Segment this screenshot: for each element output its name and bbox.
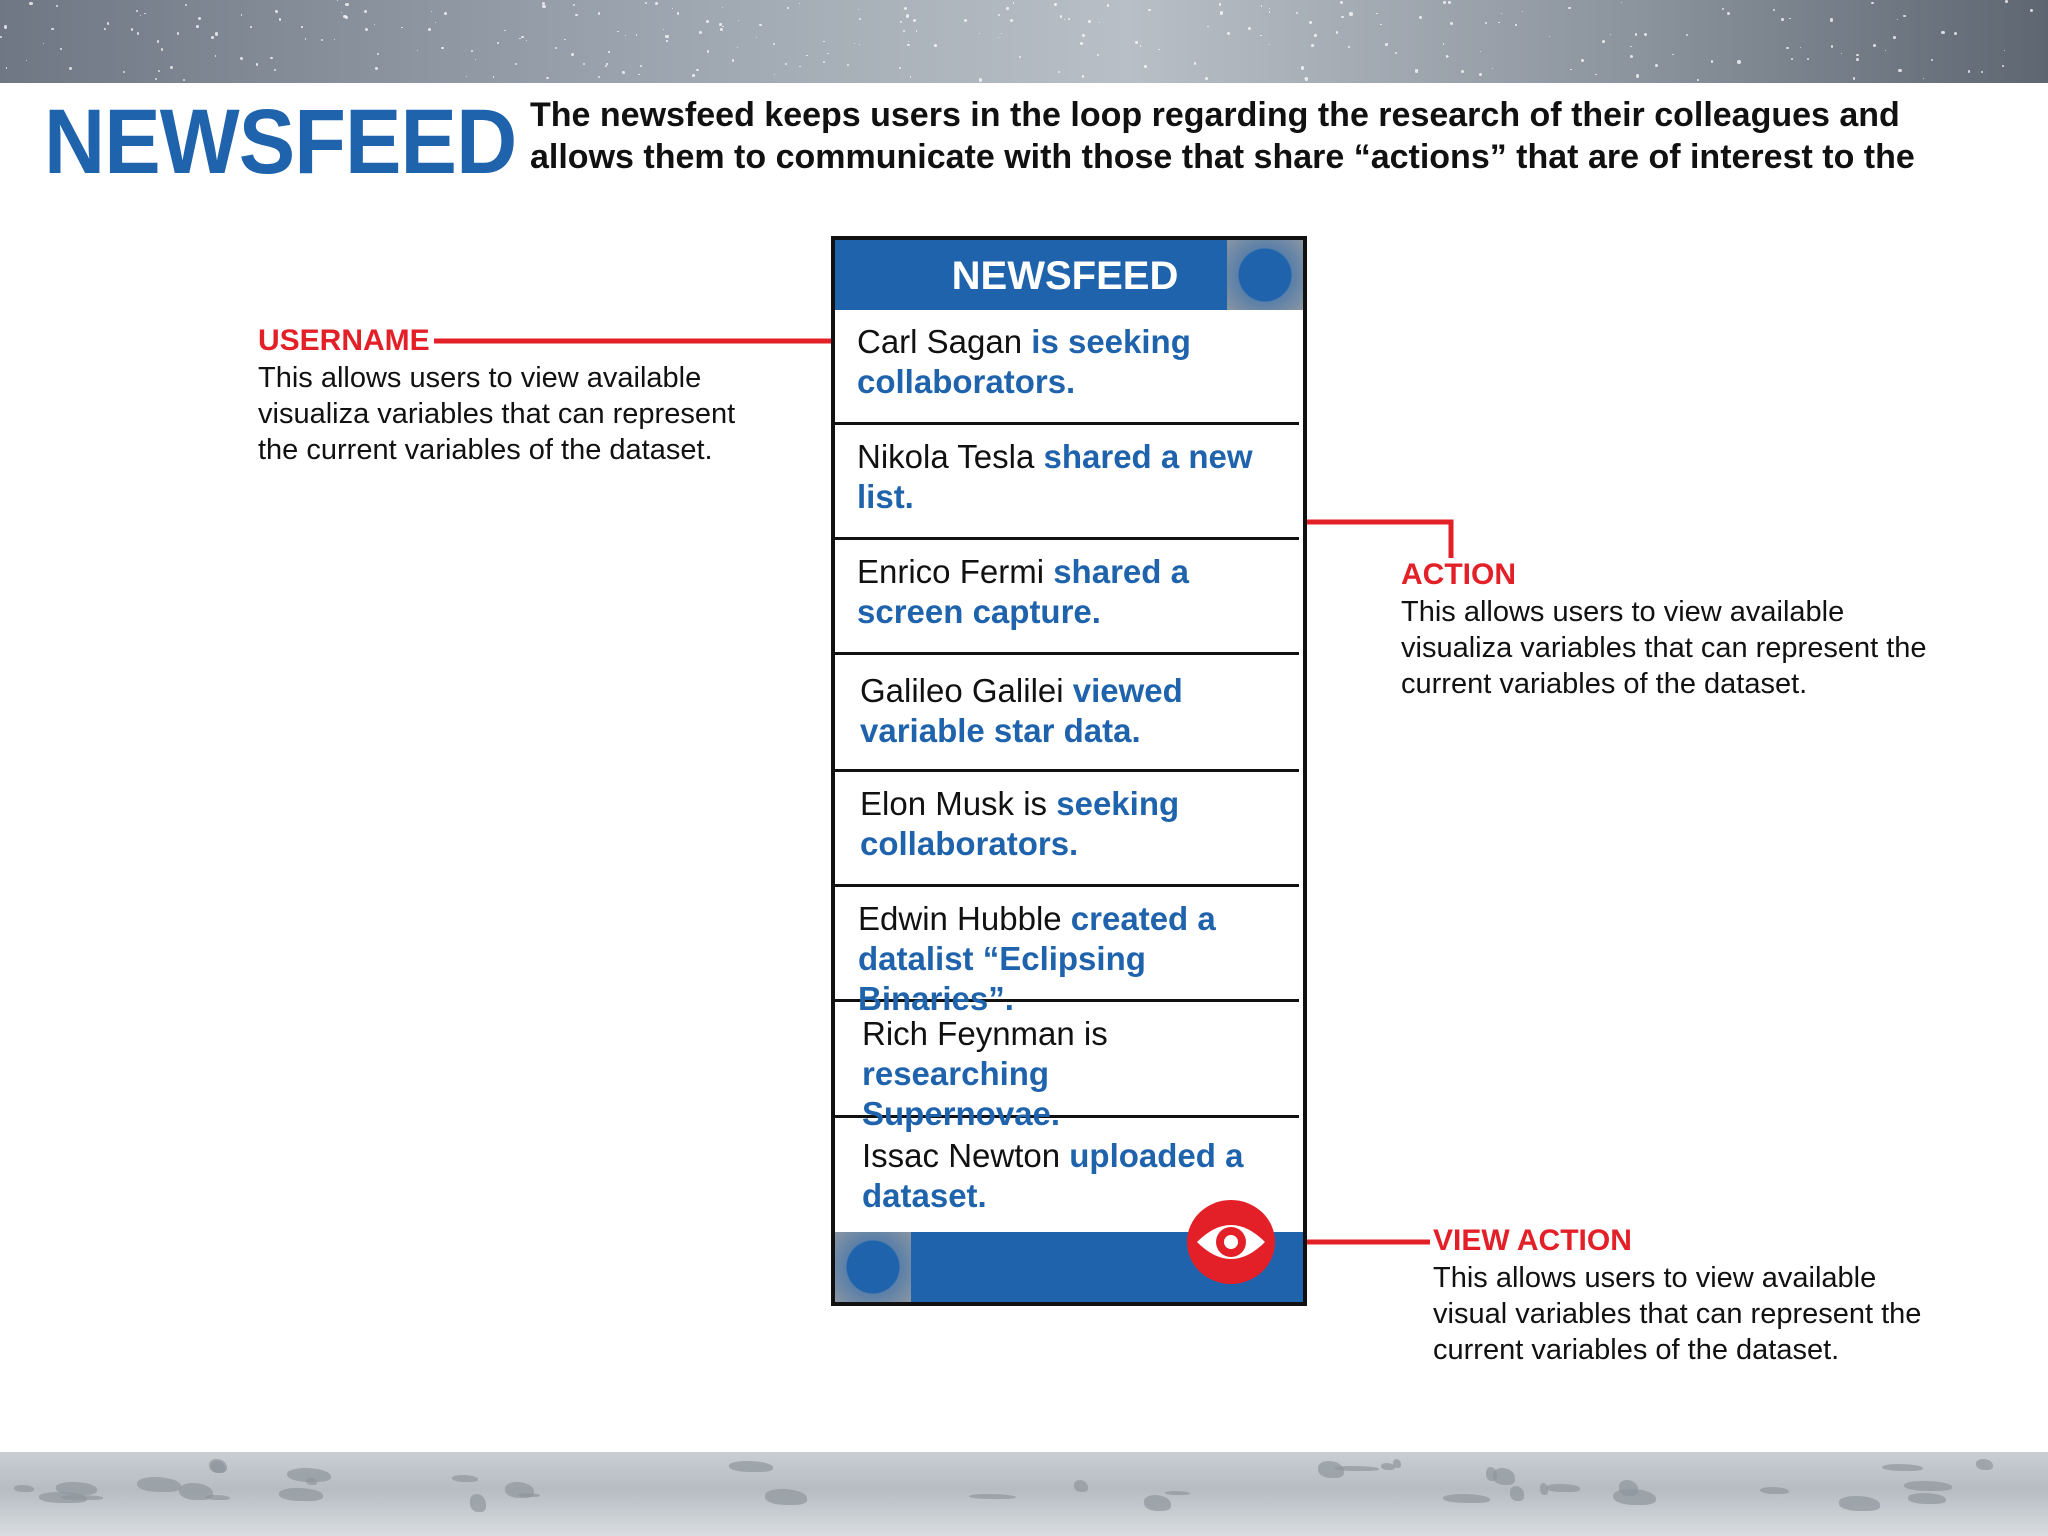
feed-username[interactable]: Galileo Galilei	[860, 672, 1064, 709]
feed-item[interactable]	[835, 540, 1299, 655]
feed-action[interactable]: uploaded a dataset.	[862, 1137, 1244, 1214]
feed-item[interactable]	[835, 772, 1299, 887]
feed-action[interactable]: researching Supernovae.	[862, 1055, 1061, 1132]
feed-username[interactable]: Rich Feynman is	[862, 1015, 1108, 1052]
intro-line: The newsfeed keeps users in the loop regarding the research of their colleagues and	[530, 96, 1900, 134]
feed-action[interactable]: is seeking collaborators.	[857, 323, 1191, 400]
feed-username[interactable]: Carl Sagan	[857, 323, 1023, 360]
feed-username[interactable]: Nikola Tesla	[857, 438, 1035, 475]
username-description: This allows users to view available visualiza variables that can represent the current variables of the dataset.	[258, 362, 736, 466]
feed-action[interactable]: shared a new list.	[857, 438, 1253, 515]
feed-username[interactable]: Elon Musk is	[860, 785, 1048, 822]
menu-button[interactable]	[1227, 240, 1303, 310]
phone-header-title: NEWSFEED	[951, 254, 1179, 298]
nav-button[interactable]	[835, 1232, 911, 1302]
feed-action[interactable]: created a datalist “Eclipsing Binaries”.	[858, 900, 1216, 1017]
feed-item[interactable]	[835, 887, 1299, 1017]
feed-action[interactable]: viewed variable star data.	[860, 672, 1183, 749]
view-action-button[interactable]	[1187, 1200, 1275, 1284]
feed-item[interactable]	[835, 1002, 1299, 1132]
action-description: This allows users to view available visualiza variables that can represent the current variables of the dataset.	[1401, 596, 1927, 700]
newsfeed-phone	[831, 236, 1307, 1306]
feed-action[interactable]: shared a screen capture.	[857, 553, 1189, 630]
feed-action[interactable]: seeking collaborators.	[860, 785, 1180, 862]
feed-username[interactable]: Edwin Hubble	[858, 900, 1062, 937]
feed-item[interactable]	[835, 425, 1299, 540]
feed-item[interactable]	[835, 655, 1299, 772]
username-label: USERNAME	[258, 324, 430, 357]
intro-line: allows them to communicate with those that share “actions” that are of interest to the	[530, 138, 1915, 176]
action-label: ACTION	[1401, 558, 1516, 591]
page-title: NEWSFEED	[44, 91, 517, 193]
eye-icon	[1187, 1200, 1275, 1284]
view-action-label: VIEW ACTION	[1433, 1224, 1632, 1257]
feed-username[interactable]: Enrico Fermi	[857, 553, 1045, 590]
view-action-description: This allows users to view available visual variables that can represent the current variables of the dataset.	[1433, 1262, 1922, 1366]
feed-item[interactable]	[835, 310, 1299, 425]
phone-header	[835, 240, 1303, 310]
feed-username[interactable]: Issac Newton	[862, 1137, 1061, 1174]
